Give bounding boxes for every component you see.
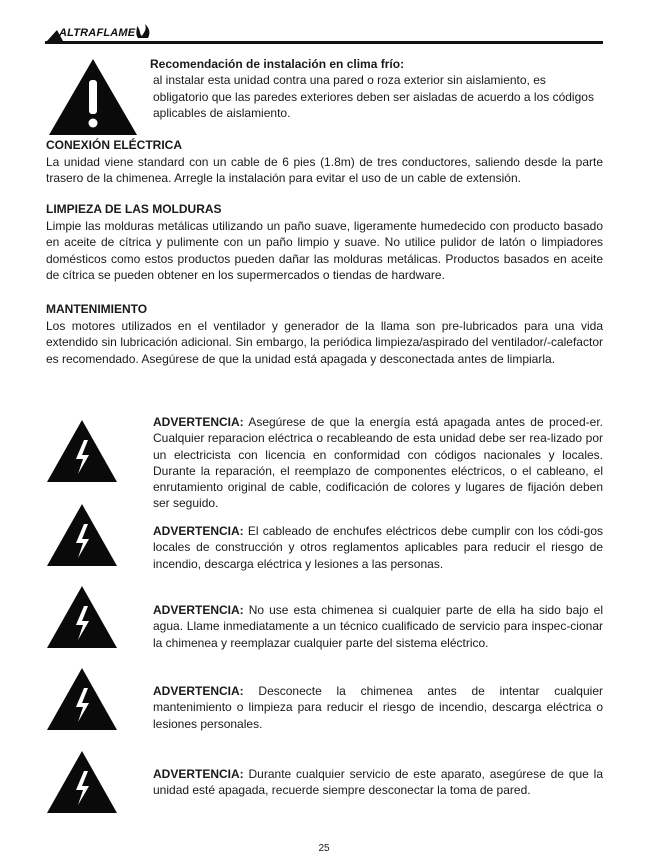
warning-text: Desconecte la chimenea antes de intentar cualquier mantenimiento o limpieza para reducir el riesgo de incendio, descarga eléctrica o lesiones personales.	[153, 684, 603, 731]
section-body: Limpie las molduras metálicas utilizando un paño suave, ligeramente humedecido con producto basado en aceite de cítrica y pulimente con un paño limpio y suave. No utilice pulidor de latón o limpiadores domésticos como estos productos pueden dañar las molduras metálicas. Productos basados en aceite de cítrica se pueden obtener en los supermercados o tiendas de hardware.	[46, 219, 603, 282]
warning-label: ADVERTENCIA:	[153, 603, 244, 617]
warning-item	[153, 414, 603, 512]
cold-climate-note	[150, 56, 602, 121]
warning-text: Asegúrese de que la energía está apagada antes de proced-er. Cualquier reparacion eléctrica o recableando de esta unidad debe ser rea-lizado por un electricista con licencia en conformidad con códigos nacionales y locales. Durante la reparación, el reemplazo de componentes eléctricos, o el cableano, el enrutamiento original de cable, codificación de colores y lugares de fijación deben ser seguido.	[153, 415, 603, 511]
electric-shock-icon	[46, 585, 118, 649]
header-divider	[45, 41, 603, 44]
logo-text: ALTRAFLAME	[59, 27, 136, 39]
exclamation-warning-icon	[48, 58, 138, 136]
warning-item	[153, 523, 603, 572]
warning-label: ADVERTENCIA:	[153, 524, 244, 538]
warning-text: No use esta chimenea si cualquier parte de ella ha sido bajo el agua. Llame inmediatamente a un técnico cualificado de servicio para inspec-cionar la chimenea y reemplazar cualquier parte del sistema eléctrico.	[153, 603, 603, 650]
section-molding-cleaning	[46, 201, 603, 283]
warning-item	[153, 766, 603, 799]
section-title: CONEXIÓN ELÉCTRICA	[46, 138, 183, 152]
warning-item	[153, 683, 603, 732]
section-maintenance	[46, 301, 603, 367]
section-title: LIMPIEZA DE LAS MOLDURAS	[46, 202, 222, 216]
page-number: 25	[318, 843, 330, 854]
section-electrical	[46, 137, 603, 187]
cold-climate-body: al instalar esta unidad contra una pared o roza exterior sin aislamiento, es obligatorio que las paredes exteriores deben ser aisladas de acuerdo a los códigos aplicables de aislamiento.	[153, 73, 594, 120]
electric-shock-icon	[46, 419, 118, 483]
electric-shock-icon	[46, 503, 118, 567]
page-header	[45, 22, 603, 46]
warning-label: ADVERTENCIA:	[153, 767, 244, 781]
electric-shock-icon	[46, 667, 118, 731]
section-body: Los motores utilizados en el ventilador y generador de la llama son pre-lubricados para una vida extendido sin lubricación adicional. Sin embargo, la periódica limpieza/aspirado del ventilador/-calefactor es recomendado. Asegúrese de que la unidad está apagada y desconectada antes de limpiarla.	[46, 319, 603, 366]
electric-shock-icon	[46, 750, 118, 814]
warning-label: ADVERTENCIA:	[153, 415, 244, 429]
section-body: La unidad viene standard con un cable de 6 pies (1.8m) de tres conductores, saliendo desde la parte trasero de la chimenea. Arregle la instalación para evitar el uso de un cable de extensión.	[46, 155, 603, 186]
warning-item	[153, 602, 603, 651]
cold-climate-title: Recomendación de instalación en clima frío:	[150, 57, 405, 71]
warning-text: Durante cualquier servicio de este aparato, asegúrese de que la unidad esté apagada, recuerde siempre desconectar la toma de pared.	[153, 767, 603, 798]
warning-text: El cableado de enchufes eléctricos debe cumplir con los códi-gos locales de construcción y otros reglamentos aplicables para reducir el riesgo de incendio, descarga eléctrica y lesiones a las personas.	[153, 524, 603, 571]
warning-label: ADVERTENCIA:	[153, 684, 244, 698]
section-title: MANTENIMIENTO	[46, 302, 148, 316]
